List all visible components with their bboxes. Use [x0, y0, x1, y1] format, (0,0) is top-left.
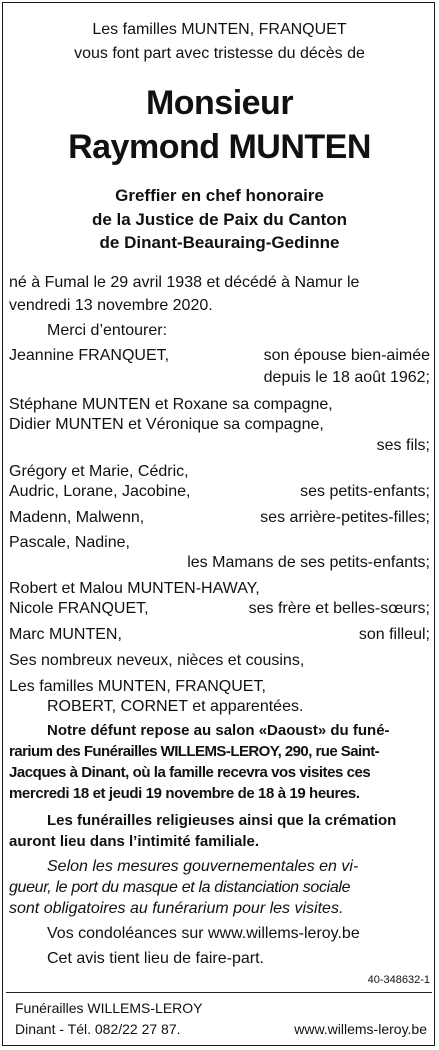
title-line-3: de Dinant-Beauraing-Gedinne	[99, 233, 340, 252]
intro-line-1: Les familles MUNTEN, FRANQUET	[92, 21, 347, 38]
family-left-6: Audric, Lorane, Jacobine,	[9, 483, 191, 500]
deceased-name: Raymond MUNTEN	[68, 128, 371, 166]
family-left-7: Madenn, Malwenn,	[9, 509, 145, 526]
footer-website[interactable]: www.willems-leroy.be	[294, 1021, 427, 1037]
family-right-7: ses arrière-petites-filles;	[260, 509, 430, 526]
family-right-4: ses fils;	[376, 437, 430, 454]
funerailles-line-2: auront lieu dans l’intimité familiale.	[9, 833, 260, 850]
family-right-1: depuis le 18 août 1962;	[263, 369, 430, 386]
repose-line-3: Jacques à Dinant, où la famille recevra vos visites ces	[9, 764, 371, 781]
family-left-2: Stéphane MUNTEN et Roxane sa compagne,	[9, 396, 333, 413]
intro-line-2: vous font part avec tristesse du décès de	[74, 45, 365, 62]
mesures-line-1: Selon les mesures gouvernementales en vi-	[47, 858, 359, 875]
repose-line-4: mercredi 18 et jeudi 19 novembre de 18 à 19 heures.	[9, 785, 360, 802]
reference-number: 40-348632-1	[367, 974, 430, 986]
footer-divider	[6, 992, 432, 993]
family-right-9: les Mamans de ses petits-enfants;	[187, 554, 430, 571]
family-left-5: Grégory et Marie, Cédric,	[9, 463, 189, 480]
family-left-15: ROBERT, CORNET et apparentées.	[47, 698, 304, 715]
birth-death-line-1: né à Fumal le 29 avril 1938 et décédé à Namur le	[9, 274, 360, 291]
repose-line-2: rarium des Funérailles WILLEMS-LEROY, 290, rue Saint-	[9, 743, 380, 760]
birth-death-line-2: vendredi 13 novembre 2020.	[9, 297, 213, 314]
family-left-14: Les familles MUNTEN, FRANQUET,	[9, 678, 266, 695]
repose-line-1: Notre défunt repose au salon «Daoust» du funé-	[47, 722, 390, 739]
title-line-1: Greffier en chef honoraire	[115, 186, 324, 205]
family-right-12: son filleul;	[358, 626, 430, 643]
faire-part-line: Cet avis tient lieu de faire-part.	[47, 950, 264, 967]
honorific: Monsieur	[145, 84, 294, 122]
funerailles-line-1: Les funérailles religieuses ainsi que la crémation	[47, 812, 397, 829]
family-left-12: Marc MUNTEN,	[9, 626, 122, 643]
family-left-10: Robert et Malou MUNTEN-HAWAY,	[9, 580, 260, 597]
family-left-0: Jeannine FRANQUET,	[9, 347, 170, 364]
merci-line: Merci d’entourer:	[47, 322, 168, 339]
family-left-8: Pascale, Nadine,	[9, 534, 130, 551]
family-left-3: Didier MUNTEN et Véronique sa compagne,	[9, 416, 324, 433]
mesures-line-3: sont obligatoires au funérarium pour les visites.	[9, 900, 344, 917]
footer-company: Funérailles WILLEMS-LEROY	[15, 1000, 203, 1016]
family-right-11: ses frère et belles-sœurs;	[248, 600, 430, 617]
footer-phone: Dinant - Tél. 082/22 27 87.	[15, 1021, 181, 1037]
family-right-0: son épouse bien-aimée	[263, 347, 430, 364]
family-left-13: Ses nombreux neveux, nièces et cousins,	[9, 652, 305, 669]
family-right-6: ses petits-enfants;	[300, 483, 430, 500]
mesures-line-2: gueur, le port du masque et la distanciation sociale	[9, 879, 351, 896]
title-line-2: de la Justice de Paix du Canton	[91, 210, 348, 229]
condoleances-line: Vos condoléances sur www.willems-leroy.be	[47, 925, 360, 942]
family-left-11: Nicole FRANQUET,	[9, 600, 149, 617]
